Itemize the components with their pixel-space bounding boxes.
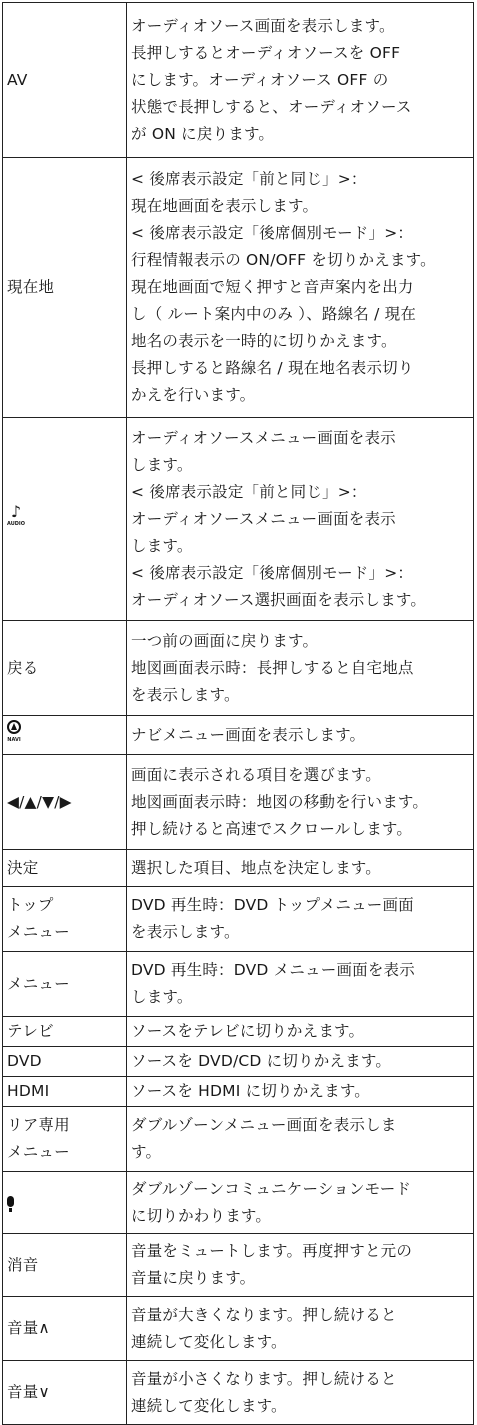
audio-note-icon: ♪ AUDIO bbox=[7, 502, 26, 527]
table-row bbox=[3, 158, 474, 418]
table-row bbox=[3, 1297, 474, 1361]
table-row bbox=[3, 1172, 474, 1234]
button-description: DVD 再生時：DVD メニュー画面を表示 します。 bbox=[127, 952, 474, 1017]
button-name: 戻る bbox=[3, 621, 127, 716]
button-description: オーディオソース画面を表示します。 長押しするとオーディオソースを OFF にします。オーディオソース OFF の 状態で長押しすると、オーディオソース が ON に戻ります。 bbox=[127, 3, 474, 158]
button-name: ◀/▲/▼/▶ bbox=[3, 755, 127, 850]
button-name: HDMI bbox=[3, 1077, 127, 1107]
remote-button-table bbox=[2, 2, 474, 1425]
table-row bbox=[3, 1107, 474, 1172]
button-name: DVD bbox=[3, 1047, 127, 1077]
button-description: ダブルゾーンメニュー画面を表示しま す。 bbox=[127, 1107, 474, 1172]
button-description: 音量が大きくなります。押し続けると 連続して変化します。 bbox=[127, 1297, 474, 1361]
button-name bbox=[3, 716, 127, 755]
button-description: オーディオソースメニュー画面を表示 します。 < 後席表示設定「前と同じ」>： オーディオソースメニュー画面を表示 します。 < 後席表示設定「後席個別モード」>： オーディオソース選択画面を表示します。 bbox=[127, 418, 474, 621]
button-description: DVD 再生時：DVD トップメニュー画面 を表示します。 bbox=[127, 887, 474, 952]
button-description: 音量が小さくなります。押し続けると 連続して変化します。 bbox=[127, 1361, 474, 1425]
button-name: トップ メニュー bbox=[3, 887, 127, 952]
button-description: ソースを HDMI に切りかえます。 bbox=[127, 1077, 474, 1107]
table-row bbox=[3, 3, 474, 158]
button-name: AV bbox=[3, 3, 127, 158]
button-name: 決定 bbox=[3, 850, 127, 887]
table-row bbox=[3, 716, 474, 755]
button-description: 音量をミュートします。再度押すと元の 音量に戻ります。 bbox=[127, 1234, 474, 1297]
table-row bbox=[3, 1047, 474, 1077]
button-description: ソースを DVD/CD に切りかえます。 bbox=[127, 1047, 474, 1077]
button-name: リア専用 メニュー bbox=[3, 1107, 127, 1172]
button-description: ナビメニュー画面を表示します。 bbox=[127, 716, 474, 755]
table-row bbox=[3, 621, 474, 716]
button-name: 音量∨ bbox=[3, 1361, 127, 1425]
table-row bbox=[3, 887, 474, 952]
button-name: メニュー bbox=[3, 952, 127, 1017]
table-row bbox=[3, 952, 474, 1017]
table-row bbox=[3, 418, 474, 621]
button-description: ダブルゾーンコミュニケーションモード に切りかわります。 bbox=[127, 1172, 474, 1234]
button-description: ソースをテレビに切りかえます。 bbox=[127, 1017, 474, 1047]
table-row bbox=[3, 1234, 474, 1297]
table-row bbox=[3, 1017, 474, 1047]
microphone-icon bbox=[7, 1195, 14, 1211]
table-row bbox=[3, 755, 474, 850]
button-name: 消音 bbox=[3, 1234, 127, 1297]
button-name: 音量∧ bbox=[3, 1297, 127, 1361]
button-description: 一つ前の画面に戻ります。 地図画面表示時：長押しすると自宅地点 を表示します。 bbox=[127, 621, 474, 716]
table-row bbox=[3, 1361, 474, 1425]
button-name bbox=[3, 1172, 127, 1234]
button-name: 現在地 bbox=[3, 158, 127, 418]
button-description: 選択した項目、地点を決定します。 bbox=[127, 850, 474, 887]
button-name bbox=[3, 418, 127, 621]
button-description: 画面に表示される項目を選びます。 地図画面表示時：地図の移動を行います。 押し続けると高速でスクロールします。 bbox=[127, 755, 474, 850]
table-row bbox=[3, 850, 474, 887]
navi-icon: NAVI bbox=[7, 720, 21, 744]
table-row bbox=[3, 1077, 474, 1107]
button-description: < 後席表示設定「前と同じ」>： 現在地画面を表示します。 < 後席表示設定「後席個別モード」>： 行程情報表示の ON/OFF を切りかえます。 現在地画面で短く押すと音声案内を出力 し（ ルート案内中のみ ）、路線名 / 現在 地名の表示を一時的に切りかえます。 長押しすると路線名 / 現在地名表示切り かえを行います。 bbox=[127, 158, 474, 418]
button-name: テレビ bbox=[3, 1017, 127, 1047]
